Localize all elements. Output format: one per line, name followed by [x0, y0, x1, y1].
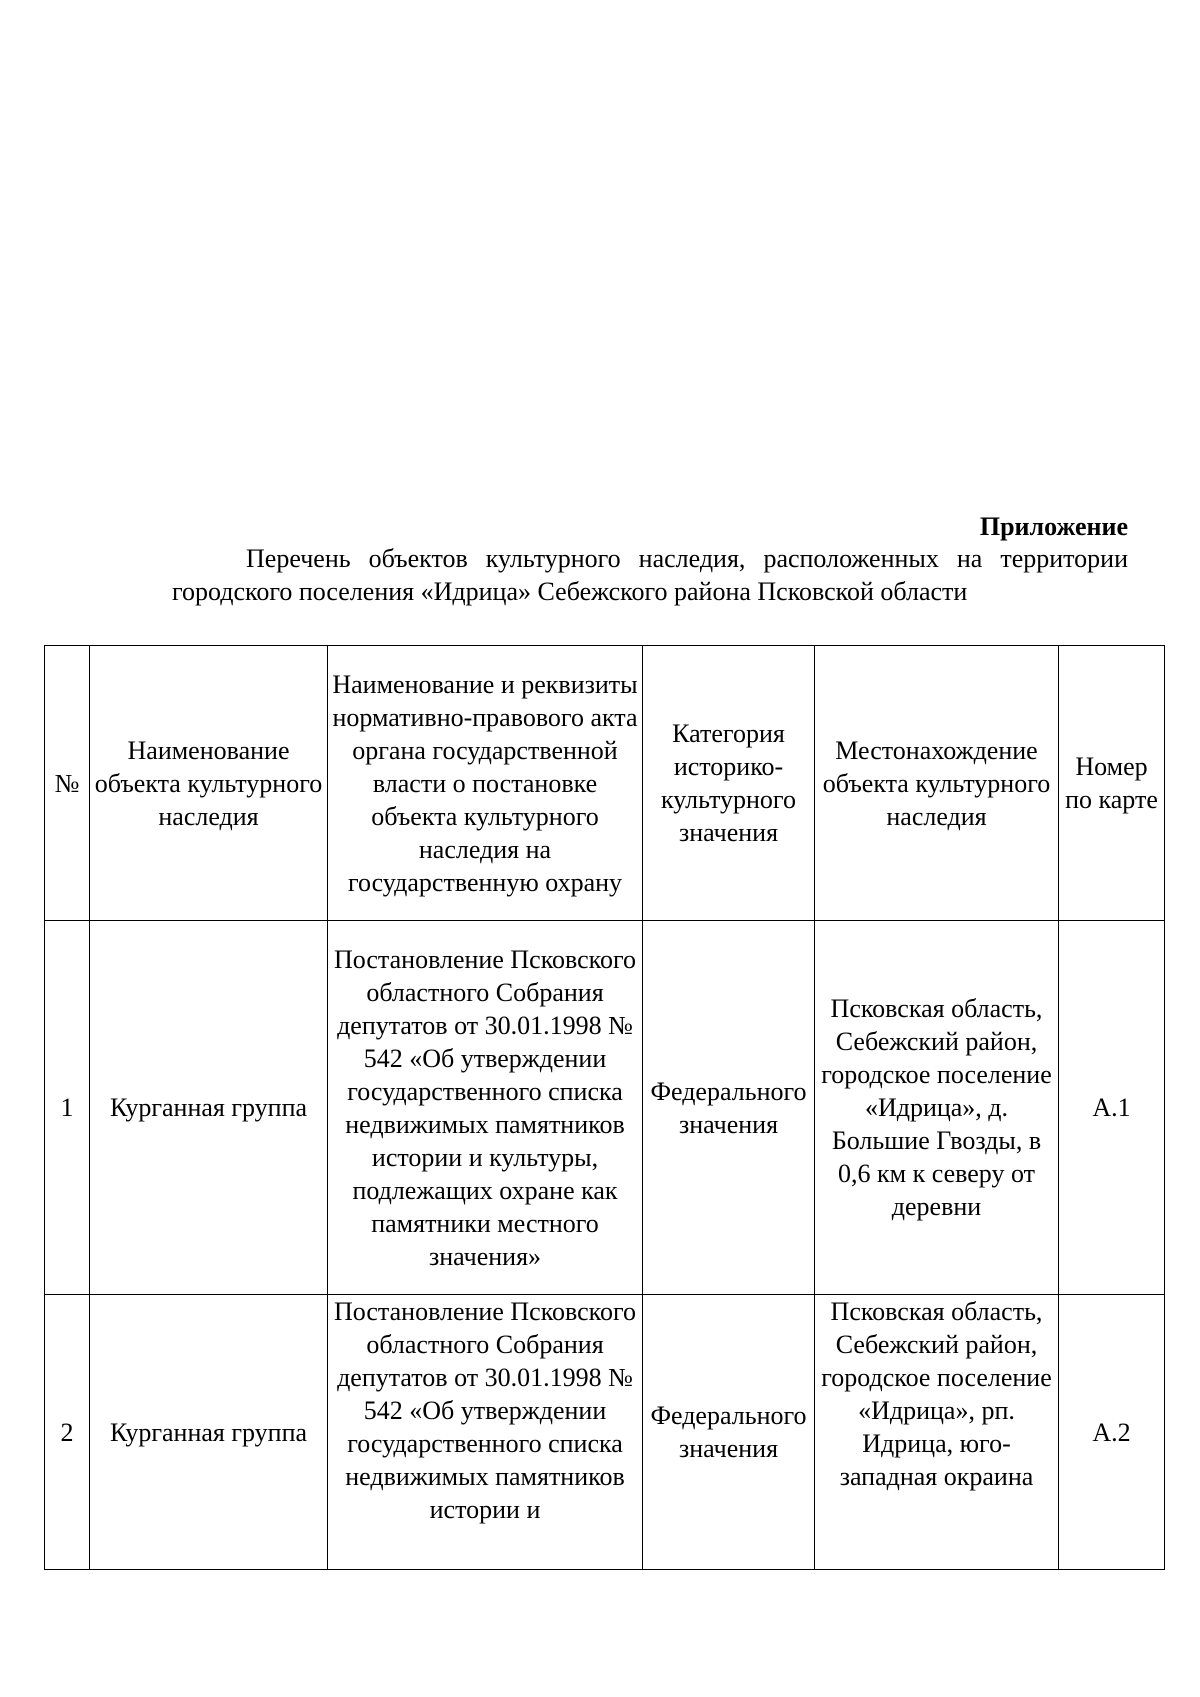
column-header-category: Категория историко-культурного значения [643, 646, 815, 921]
document-title: Перечень объектов культурного наследия, расположенных на территории городского поселения «Идрица» Себежского района Псковской области [172, 544, 1128, 606]
column-header-number: № [45, 646, 90, 921]
column-header-legal-act: Наименование и реквизиты нормативно-правового акта органа государственной власти о постановке объекта культурного наследия на государственную охрану [328, 646, 643, 921]
object-name-cell: Курганная группа [90, 1295, 328, 1570]
table-header-row [45, 646, 1165, 921]
table-row [45, 1295, 1165, 1570]
category-cell: Федерального значения [643, 921, 815, 1295]
map-number-cell: А.2 [1059, 1295, 1165, 1570]
heritage-objects-table [44, 645, 1165, 1570]
legal-act-cell: Постановление Псковского областного Собрания депутатов от 30.01.1998 № 542 «Об утверждении государственного списка недвижимых памятников истории и [328, 1295, 643, 1570]
row-number-cell: 1 [45, 921, 90, 1295]
legal-act-cell: Постановление Псковского областного Собрания депутатов от 30.01.1998 № 542 «Об утверждении государственного списка недвижимых памятников истории и культуры, подлежащих охране как памятники местного значения» [328, 921, 643, 1295]
appendix-label: Приложение [979, 512, 1128, 541]
location-cell: Псковская область, Себежский район, городское поселение «Идрица», рп. Идрица, юго-западная окраина [815, 1295, 1059, 1570]
column-header-map-number: Номер по карте [1059, 646, 1165, 921]
map-number-cell: А.1 [1059, 921, 1165, 1295]
location-cell: Псковская область, Себежский район, городское поселение «Идрица», д. Большие Гвозды, в 0,6 км к северу от деревни [815, 921, 1059, 1295]
column-header-object-name: Наименование объекта культурного наследия [90, 646, 328, 921]
category-cell: Федерального значения [643, 1295, 815, 1570]
table-row [45, 921, 1165, 1295]
document-header [172, 512, 1128, 608]
row-number-cell: 2 [45, 1295, 90, 1570]
object-name-cell: Курганная группа [90, 921, 328, 1295]
column-header-location: Местонахождение объекта культурного наследия [815, 646, 1059, 921]
